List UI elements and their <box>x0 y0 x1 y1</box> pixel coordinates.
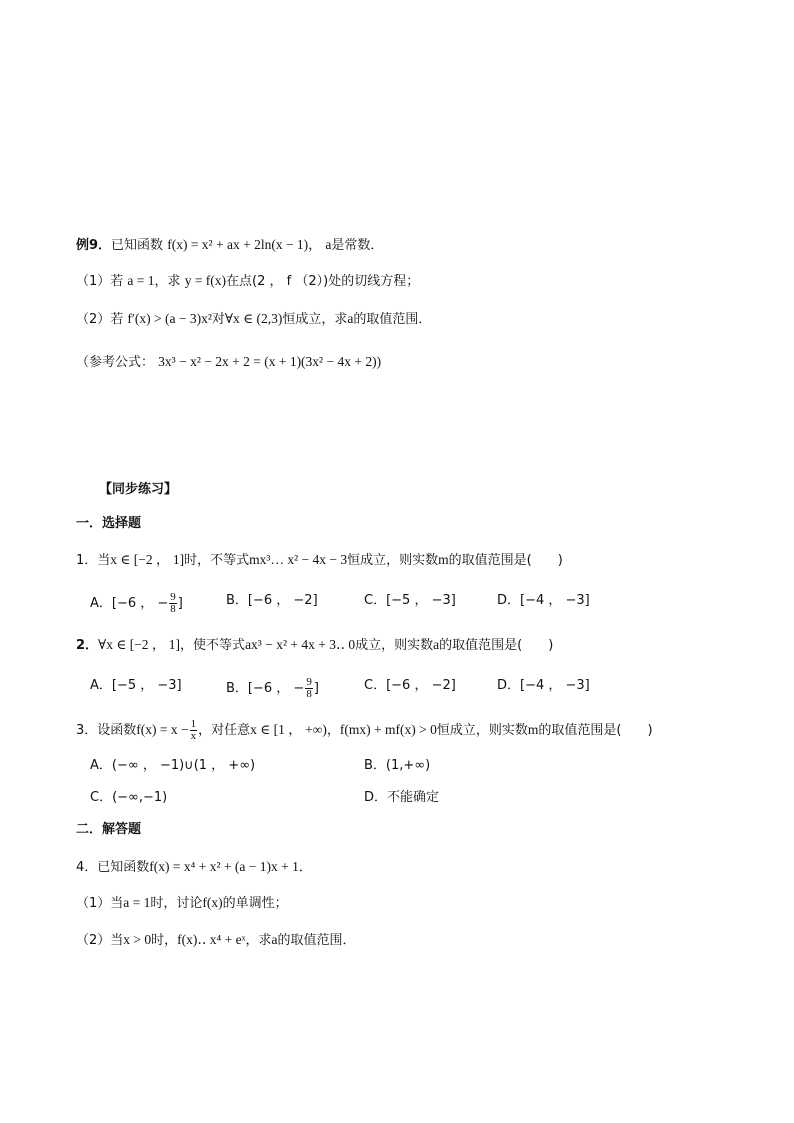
example-label: 例9． <box>76 238 112 253</box>
q1-option-b[interactable]: B．[−6 ， −2] <box>226 593 318 608</box>
example9-part2: （2）若 f′(x) > (a − 3)x²对∀x ∈ (2,3)恒成立，求a的取值范围． <box>76 311 432 327</box>
question-1: 1．当x ∈ [−2 ， 1]时，不等式mx³… x² − 4x − 3恒成立，则实数m的取值范围是( ) <box>76 552 563 568</box>
example9-statement: 例9．已知函数 f(x) = x² + ax + 2ln(x − 1)， a是常数． <box>76 237 384 253</box>
q2-option-d[interactable]: D．[−4 ， −3] <box>497 678 590 693</box>
example9-reference-formula: （参考公式： 3x³ − x² − 2x + 2 = (x + 1)(3x² − 4x + 2)) <box>76 354 382 370</box>
q1-option-c[interactable]: C．[−5 ， −3] <box>364 593 456 608</box>
practice-heading: 【同步练习】 <box>99 482 178 497</box>
section-free-response: 二．解答题 <box>76 822 142 837</box>
q2-option-c[interactable]: C．[−6 ， −2] <box>364 678 456 693</box>
q1-option-a[interactable]: A．[−6 ， − $\frac{9}{8}$ ] <box>90 591 183 615</box>
q3-option-d[interactable]: D．不能确定 <box>364 790 440 805</box>
q2-option-a[interactable]: A．[−5 ， −3] <box>90 678 182 693</box>
q2-option-b[interactable]: B．[−6 ， − $\frac{9}{8}$ ] <box>226 676 319 700</box>
question-4-part2: （2）当x > 0时，f(x)‥ x⁴ + eˣ，求a的取值范围． <box>76 932 356 948</box>
question-2: 2．∀x ∈ [−2 ， 1]，使不等式ax³ − x² + 4x + 3‥ 0成立，则实数a的取值范围是( ) <box>76 637 554 653</box>
q3-option-b[interactable]: B．(1,+∞) <box>364 758 431 773</box>
question-3: 3．设函数f(x) = x − $\frac{1}{x}$ ，对任意x ∈ [1 ， +∞)，f(mx) + mf(x) > 0恒成立，则实数m的取值范围是( ) <box>76 718 653 742</box>
q3-option-a[interactable]: A．(−∞ ， −1)∪(1 ， +∞) <box>90 758 256 773</box>
section-multiple-choice: 一．选择题 <box>76 516 142 531</box>
q3-option-c[interactable]: C．(−∞,−1) <box>90 790 168 805</box>
question-4-part1: （1）当a = 1时，讨论f(x)的单调性； <box>76 895 288 911</box>
example9-part1: （1）若 a = 1，求 y = f(x)在点(2 ， f （2）)处的切线方程； <box>76 273 420 289</box>
q1-option-d[interactable]: D．[−4 ， −3] <box>497 593 590 608</box>
function-definition: f(x) = x² + ax + 2ln(x − 1) <box>167 237 309 252</box>
question-4: 4．已知函数f(x) = x⁴ + x² + (a − 1)x + 1． <box>76 859 312 875</box>
